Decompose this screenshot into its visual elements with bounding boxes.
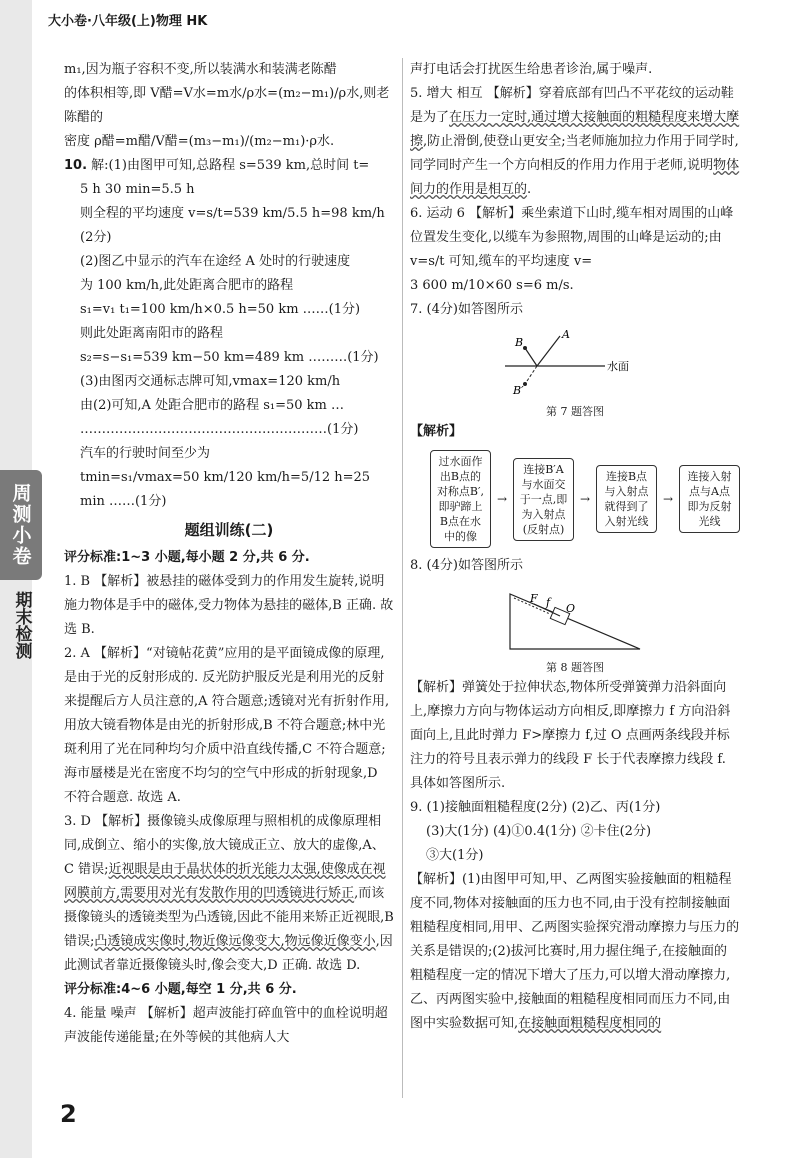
left-column — [64, 58, 394, 1050]
answer-4: 4. 能量 噪声 【解析】超声波能打碎血管中的血栓说明超声波能传递能量;在外等候的其他病人大 — [64, 1006, 388, 1045]
text: ,而该摄像镜头的透镜类型为凸透镜,因此不能用来矫正近视眼,B 错误; — [64, 886, 394, 949]
text-line: m₁,因为瓶子容积不变,所以装满水和装满老陈醋 — [64, 62, 337, 77]
answer-1: 1. B 【解析】被悬挂的磁体受到力的作用发生旋转,说明施力物体是手中的磁体,受力物体为悬挂的磁体,B 正确. 故选 B. — [64, 574, 394, 637]
text: . — [527, 182, 532, 197]
q10-number: 10. — [64, 158, 88, 173]
column-divider — [402, 58, 403, 1098]
side-tab-primary[interactable]: 周测小卷 — [0, 470, 42, 580]
text-line: (3)大(1分) (4)①0.4(1分) ②卡住(2分) — [426, 824, 652, 839]
flow-step: 连接B点与入射点就得到了入射光线 — [596, 465, 657, 533]
analysis-9 — [410, 868, 740, 1036]
text: 【解析】(1)由图甲可知,甲、乙两图实验接触面的粗糙程度不同,物体对接触面的压力也不同,由于没有控制接触面粗糙程度相同,用甲、乙两图实验探究滑动摩擦力与压力的关系是错误的;(2)拔河比赛时,用力握住绳子,在接触面的粗糙程度一定的情况下增大了压力,可以增大滑动摩擦力,乙、丙两图实验中,接触面的粗糙程度相同而压力不同,由图中实验数据可知, — [410, 872, 740, 1031]
arrow-right-icon: → — [579, 492, 591, 506]
figure-7 — [495, 328, 655, 398]
analysis-label: 【解析】 — [410, 424, 463, 439]
text-line: 由(2)可知,A 处距合肥市的路程 s₁=50 km … — [80, 398, 344, 413]
text-line: 则此处距离南阳市的路程 — [80, 326, 224, 341]
text-line: 的体积相等,即 V醋=V水=m水/ρ水=(m₂−m₁)/ρ水,则老陈醋的 — [64, 86, 390, 125]
point-b — [523, 346, 527, 350]
underlined-text: 凸透镜成实像时,物近像远像变大,物远像近像变小 — [94, 934, 376, 949]
fig7-water-label: 水面 — [607, 360, 629, 373]
fig7-label-a: A — [562, 328, 570, 341]
answer-6: 6. 运动 6 【解析】乘坐索道下山时,缆车相对周围的山峰位置发生变化,以缆车为参照物,周围的山峰是运动的;由 v=s/t 可知,缆车的平均速度 v= — [410, 206, 734, 269]
header-title: 大小卷·八年级(上)物理 HK — [48, 14, 208, 29]
text: ,防止滑倒,使登山更安全;当老师施加拉力作用于同学时,同学同时产生一个方向相反的作用力作用于老师,说明 — [410, 134, 739, 173]
flow-step: 连接B′A与水面交于一点,即为入射点(反射点) — [513, 458, 574, 541]
text-line: (3)由图丙交通标志牌可知,vmax=120 km/h — [80, 374, 341, 389]
right-column — [410, 58, 740, 1036]
fig7-label-b: B — [515, 336, 524, 349]
answer-7: 7. (4分)如答图所示 — [410, 302, 523, 317]
text-line: 3 600 m/10×60 s=6 m/s. — [410, 278, 574, 293]
q10-line — [64, 154, 394, 178]
answer-3 — [64, 810, 394, 978]
text-line: …………………………………………………(1分) — [80, 422, 359, 437]
fig8-label: F — [530, 592, 538, 605]
analysis-8: 【解析】弹簧处于拉伸状态,物体所受弹簧弹力沿斜面向上,摩擦力方向与物体运动方向相反,即摩擦力 f 方向沿斜面向上,且此时弹力 F>摩擦力 f,过 O 点画两条线段并标注力的符号且表示弹力的线段 F 长于代表摩擦力线段 f. 具体如答图所示. — [410, 680, 731, 791]
text-line: 则全程的平均速度 v=s/t=539 km/5.5 h=98 km/h (2分) — [80, 206, 385, 245]
figure-8 — [500, 584, 650, 654]
reflected-ray — [537, 336, 560, 366]
answer-2: 2. A 【解析】“对镜帖花黄”应用的是平面镜成像的原理,是由于光的反射形成的. 反光防护服反光是利用光的反射来提醒后方人员注意的,A 符合题意;透镜对光有折射作用,用放大镜看物体是由光的折射形成,B 不符合题意;林中光斑利用了光在同种均匀介质中沿直线传播,C 不符合题意;海市蜃楼是光在密度不均匀的空气中形成的折射现象,D 不符合题意. 故选 A. — [64, 646, 390, 805]
flow-step: 过水面作出B点的对称点B′,即驴蹄上B点在水中的像 — [430, 450, 491, 548]
underlined-text: 近视眼是由于晶状体的折光能力太强,使像成在视网膜前方,需要用对光有发散作用的凹透镜进行矫正 — [64, 862, 386, 901]
virtual-ray — [525, 366, 537, 384]
text-line: s₂=s−s₁=539 km−50 km=489 km ………(1分) — [80, 350, 379, 365]
page-number: 2 — [60, 1100, 77, 1128]
incident-ray — [525, 348, 537, 366]
text-line: s₁=v₁ t₁=100 km/h×0.5 h=50 km ……(1分) — [80, 302, 361, 317]
section-title: 题组训练(二) — [184, 521, 274, 539]
text-line: tmin=s₁/vmax=50 km/120 km/h=5/12 h=25 min ……(1分) — [80, 470, 371, 509]
fig8-label: O — [566, 602, 576, 615]
text: 3. D 【解析】摄像镜头成像原理与照相机的成像原理相同,成倒立、缩小的实像,放大镜成正立、放大的虚像,A、C 错误; — [64, 814, 385, 877]
text-line: 声打电话会打扰医生给患者诊治,属于噪声. — [410, 62, 653, 77]
underlined-text: 在压力一定时,通过增大接触面的粗糙程度来增大摩擦 — [410, 110, 740, 149]
text-line: 密度 ρ醋=m醋/V醋=(m₃−m₁)/(m₂−m₁)·ρ水. — [64, 134, 335, 149]
text-line: 汽车的行驶时间至少为 — [80, 446, 211, 461]
text: 解:(1)由图甲可知,总路程 s=539 km,总时间 t= — [91, 158, 370, 173]
figure-7-caption: 第 7 题答图 — [546, 405, 604, 418]
arrow-right-icon: → — [496, 492, 508, 506]
score-standard: 评分标准:4~6 小题,每空 1 分,共 6 分. — [64, 982, 297, 997]
side-tab-secondary[interactable]: 期末检测 — [11, 591, 32, 659]
fig8-label: f — [546, 596, 551, 609]
text-line: 为 100 km/h,此处距离合肥市的路程 — [80, 278, 294, 293]
answer-9: 9. (1)接触面粗糙程度(2分) (2)乙、丙(1分) — [410, 800, 661, 815]
arrow-right-icon: → — [662, 492, 674, 506]
underlined-text: 物体间力的作用是相互的 — [410, 158, 740, 197]
text-line: (2)图乙中显示的汽车在途经 A 处时的行驶速度 — [80, 254, 351, 269]
underlined-text: 在接触面粗糙程度相同的 — [518, 1016, 662, 1031]
figure-8-caption: 第 8 题答图 — [546, 661, 604, 674]
text: ,因此测试者靠近摄像镜头时,像会变大,D 正确. 故选 D. — [64, 934, 393, 973]
text-line: ③大(1分) — [426, 848, 484, 863]
fig7-label-bprime: B′ — [513, 384, 524, 397]
text: 5. 增大 相互 【解析】穿着底部有凹凸不平花纹的运动鞋是为了 — [410, 86, 734, 125]
answer-5 — [410, 82, 740, 202]
text-line: 5 h 30 min=5.5 h — [80, 182, 195, 197]
flow-step: 连接入射点与A点即为反射光线 — [679, 465, 740, 533]
flowchart — [430, 450, 740, 548]
answer-8: 8. (4分)如答图所示 — [410, 558, 523, 573]
score-standard: 评分标准:1~3 小题,每小题 2 分,共 6 分. — [64, 550, 310, 565]
point-b-prime — [523, 382, 527, 386]
